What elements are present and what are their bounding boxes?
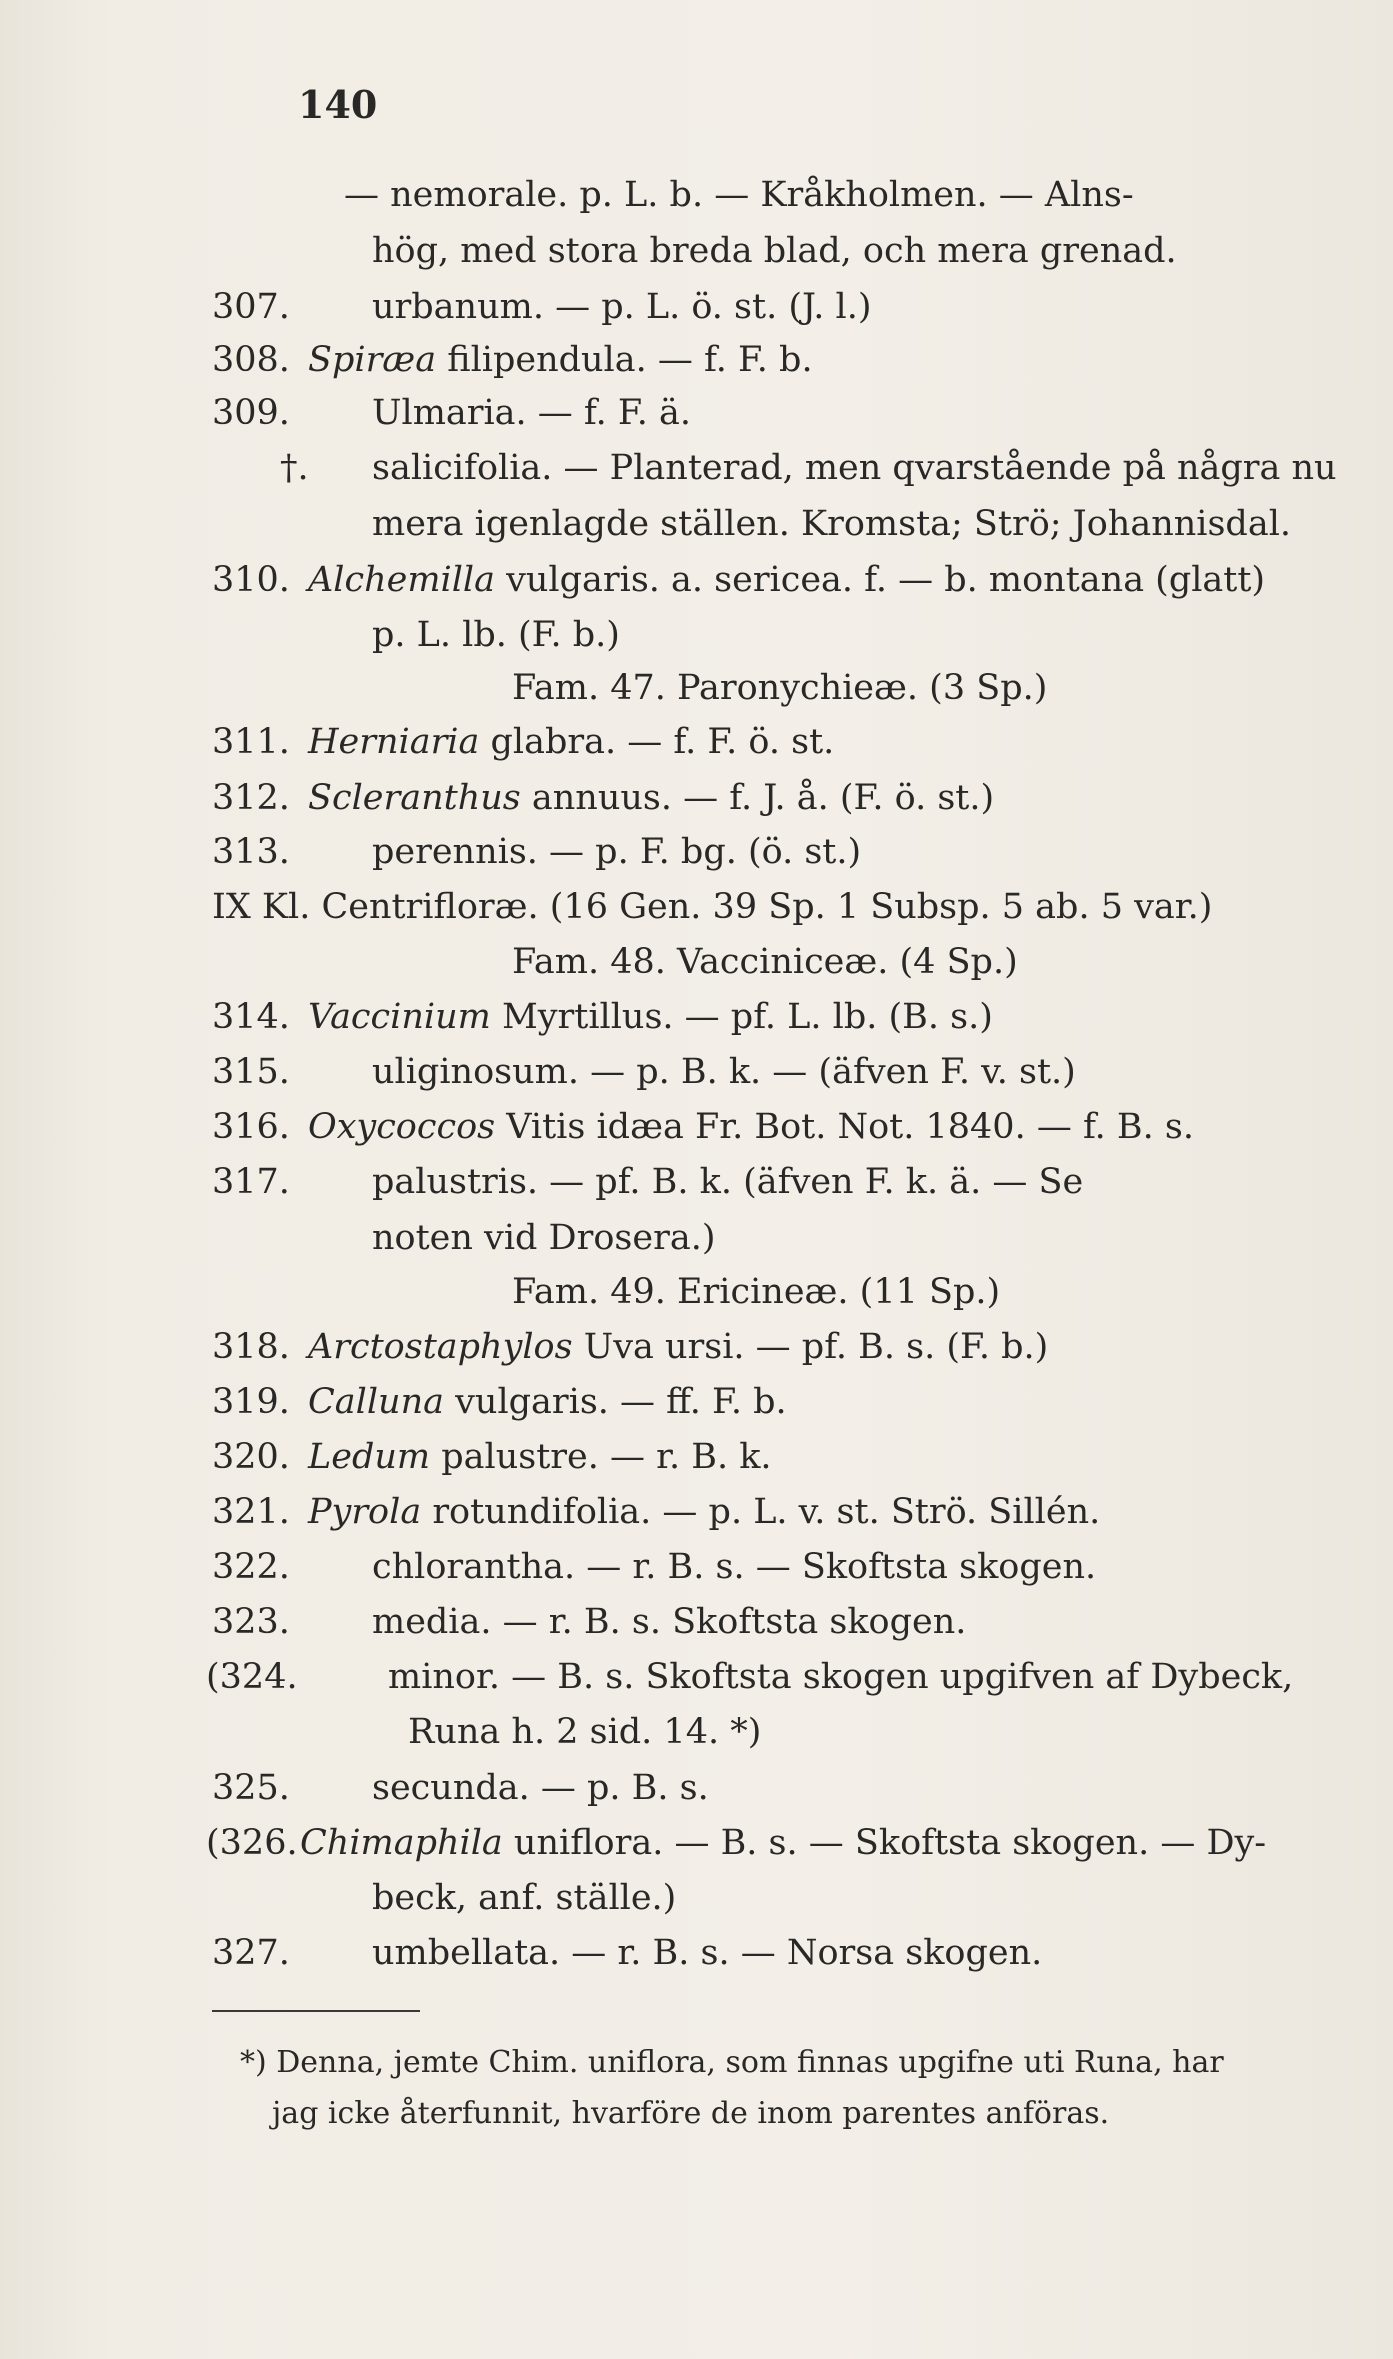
entry-text: urbanum. — p. L. ö. st. (J. l.) (372, 287, 872, 327)
entry-number: 318. (212, 1327, 290, 1367)
entry-text: umbellata. — r. B. s. — Norsa skogen. (372, 1933, 1043, 1973)
entry-rest: Myrtillus. — pf. L. lb. (B. s.) (501, 997, 993, 1037)
genus-name: Arctostaphylos (308, 1327, 573, 1367)
footnote-line: jag icke återfunnit, hvarföre de inom parentes anföras. (272, 2096, 1110, 2131)
entry-number: 316. (212, 1107, 290, 1147)
text-line: mera igenlagde ställen. Kromsta; Strö; Johannisdal. (372, 504, 1292, 544)
entry-rest: filipendula. — f. F. b. (447, 340, 813, 380)
genus-name: Scleranthus (308, 778, 521, 818)
entry-number: 317. (212, 1162, 290, 1202)
entry-number: 308. (212, 340, 290, 380)
family-heading: Fam. 47. Paronychieæ. (3 Sp.) (512, 668, 1048, 708)
footnote-line: *) Denna, jemte Chim. uniflora, som finnas upgifne uti Runa, har (240, 2045, 1224, 2080)
genus-name: Ledum (308, 1437, 431, 1477)
entry-text: perennis. — p. F. bg. (ö. st.) (372, 832, 862, 872)
entry-text (308, 340, 813, 380)
entry-text: minor. — B. s. Skoftsta skogen upgifven af Dybeck, (388, 1657, 1294, 1697)
entry-rest: palustre. — r. B. k. (441, 1437, 772, 1477)
entry-rest: Uva ursi. — pf. B. s. (F. b.) (583, 1327, 1049, 1367)
entry-text: palustris. — pf. B. k. (äfven F. k. ä. — Se (372, 1162, 1084, 1202)
entry-text: uliginosum. — p. B. k. — (äfven F. v. st.) (372, 1052, 1076, 1092)
page-number: 140 (298, 82, 378, 127)
genus-name: Chimaphila (300, 1823, 503, 1863)
footnote-divider (212, 2010, 420, 2012)
entry-text (308, 1327, 1048, 1367)
genus-name: Oxycoccos (308, 1107, 496, 1147)
text-line: beck, anf. ställe.) (372, 1878, 677, 1918)
entry-text: Ulmaria. — f. F. ä. (372, 393, 691, 433)
entry-number: 322. (212, 1547, 290, 1587)
entry-text (308, 1492, 1100, 1532)
entry-text (308, 1437, 772, 1477)
family-heading: Fam. 48. Vacciniceæ. (4 Sp.) (512, 942, 1018, 982)
entry-number: 311. (212, 722, 290, 762)
entry-text: secunda. — p. B. s. (372, 1768, 709, 1808)
entry-number: 307. (212, 287, 290, 327)
entry-number: 327. (212, 1933, 290, 1973)
entry-number: 310. (212, 560, 290, 600)
family-heading: Fam. 49. Ericineæ. (11 Sp.) (512, 1272, 1001, 1312)
text-line: hög, med stora breda blad, och mera grenad. (372, 231, 1177, 271)
entry-text: media. — r. B. s. Skoftsta skogen. (372, 1602, 967, 1642)
entry-rest: glabra. — f. F. ö. st. (490, 722, 835, 762)
entry-number: 315. (212, 1052, 290, 1092)
entry-number: (324. (206, 1657, 298, 1697)
genus-name: Spiræa (308, 340, 437, 380)
entry-text: chlorantha. — r. B. s. — Skoftsta skogen. (372, 1547, 1097, 1587)
genus-name: Pyrola (308, 1492, 422, 1532)
entry-rest: annuus. — f. J. å. (F. ö. st.) (531, 778, 995, 818)
entry-number: 313. (212, 832, 290, 872)
text-line: noten vid Drosera.) (372, 1218, 716, 1258)
entry-number: †. (280, 448, 309, 488)
genus-name: Herniaria (308, 722, 480, 762)
entry-number: 319. (212, 1382, 290, 1422)
entry-text (308, 722, 834, 762)
entry-rest: uniflora. — B. s. — Skoftsta skogen. — Dy- (513, 1823, 1267, 1863)
entry-text (308, 1107, 1194, 1147)
entry-rest: rotundifolia. — p. L. v. st. Strö. Sillén. (432, 1492, 1101, 1532)
entry-rest: Vitis idæa Fr. Bot. Not. 1840. — f. B. s. (506, 1107, 1194, 1147)
entry-number: (326. (206, 1823, 298, 1863)
entry-number: 309. (212, 393, 290, 433)
text-line: Runa h. 2 sid. 14. *) (408, 1712, 762, 1752)
entry-text (300, 1823, 1266, 1863)
entry-number: 325. (212, 1768, 290, 1808)
entry-text (308, 560, 1265, 600)
entry-number: 314. (212, 997, 290, 1037)
entry-text (308, 997, 993, 1037)
genus-name: Calluna (308, 1382, 444, 1422)
entry-text (308, 1382, 787, 1422)
text-line: — nemorale. p. L. b. — Kråkholmen. — Alns- (344, 175, 1134, 215)
entry-text: salicifolia. — Planterad, men qvarstående på några nu (372, 448, 1337, 488)
genus-name: Alchemilla (308, 560, 495, 600)
entry-number: 323. (212, 1602, 290, 1642)
entry-number: 320. (212, 1437, 290, 1477)
class-heading: IX Kl. Centrifloræ. (16 Gen. 39 Sp. 1 Subsp. 5 ab. 5 var.) (212, 887, 1213, 927)
entry-number: 321. (212, 1492, 290, 1532)
entry-rest: vulgaris. — ff. F. b. (455, 1382, 787, 1422)
entry-text (308, 778, 994, 818)
text-line: p. L. lb. (F. b.) (372, 615, 620, 655)
entry-number: 312. (212, 778, 290, 818)
entry-rest: vulgaris. a. sericea. f. — b. montana (glatt) (506, 560, 1266, 600)
genus-name: Vaccinium (308, 997, 491, 1037)
